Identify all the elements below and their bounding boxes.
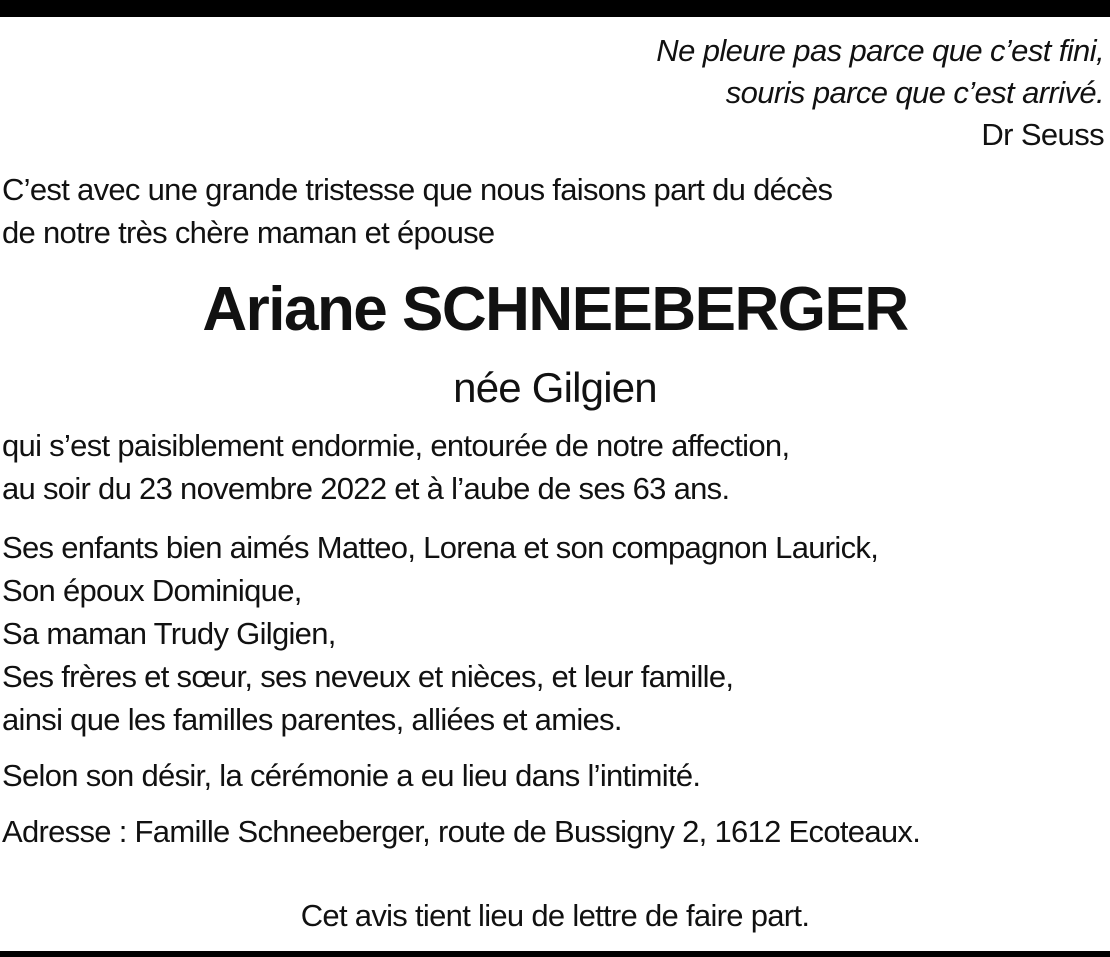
deceased-name: Ariane SCHNEEBERGER xyxy=(202,275,908,344)
top-border-rule xyxy=(0,0,1110,17)
death-line: au soir du 23 novembre 2022 et à l’aube de ses 63 ans. xyxy=(2,471,730,506)
intro-line: de notre très chère maman et épouse xyxy=(2,215,495,250)
intro-line: C’est avec une grande tristesse que nous faisons part du décès xyxy=(2,172,833,207)
death-details xyxy=(2,424,789,510)
epigraph-quote xyxy=(656,30,1104,156)
quote-line: Ne pleure pas parce que c’est fini, xyxy=(656,33,1104,68)
family-line: Ses enfants bien aimés Matteo, Lorena et son compagnon Laurick, xyxy=(2,530,879,565)
bottom-border-rule xyxy=(0,951,1110,957)
family-line: Sa maman Trudy Gilgien, xyxy=(2,616,336,651)
quote-line: souris parce que c’est arrivé. xyxy=(725,75,1104,110)
quote-author: Dr Seuss xyxy=(981,117,1104,152)
ceremony-line: Selon son désir, la cérémonie a eu lieu dans l’intimité. xyxy=(2,758,701,793)
closing-note: Cet avis tient lieu de lettre de faire part. xyxy=(300,898,810,933)
address-line: Adresse : Famille Schneeberger, route de Bussigny 2, 1612 Ecoteaux. xyxy=(2,814,921,849)
death-line: qui s’est paisiblement endormie, entourée de notre affection, xyxy=(2,428,790,463)
family-line: Ses frères et sœur, ses neveux et nièces, et leur famille, xyxy=(2,659,734,694)
maiden-name: née Gilgien xyxy=(453,364,657,411)
announcement-intro xyxy=(2,168,832,254)
family-line: ainsi que les familles parentes, alliées et amies. xyxy=(2,702,622,737)
family-address xyxy=(2,810,920,853)
family-list xyxy=(2,526,878,741)
family-line: Son époux Dominique, xyxy=(2,573,302,608)
ceremony-note xyxy=(2,754,700,797)
